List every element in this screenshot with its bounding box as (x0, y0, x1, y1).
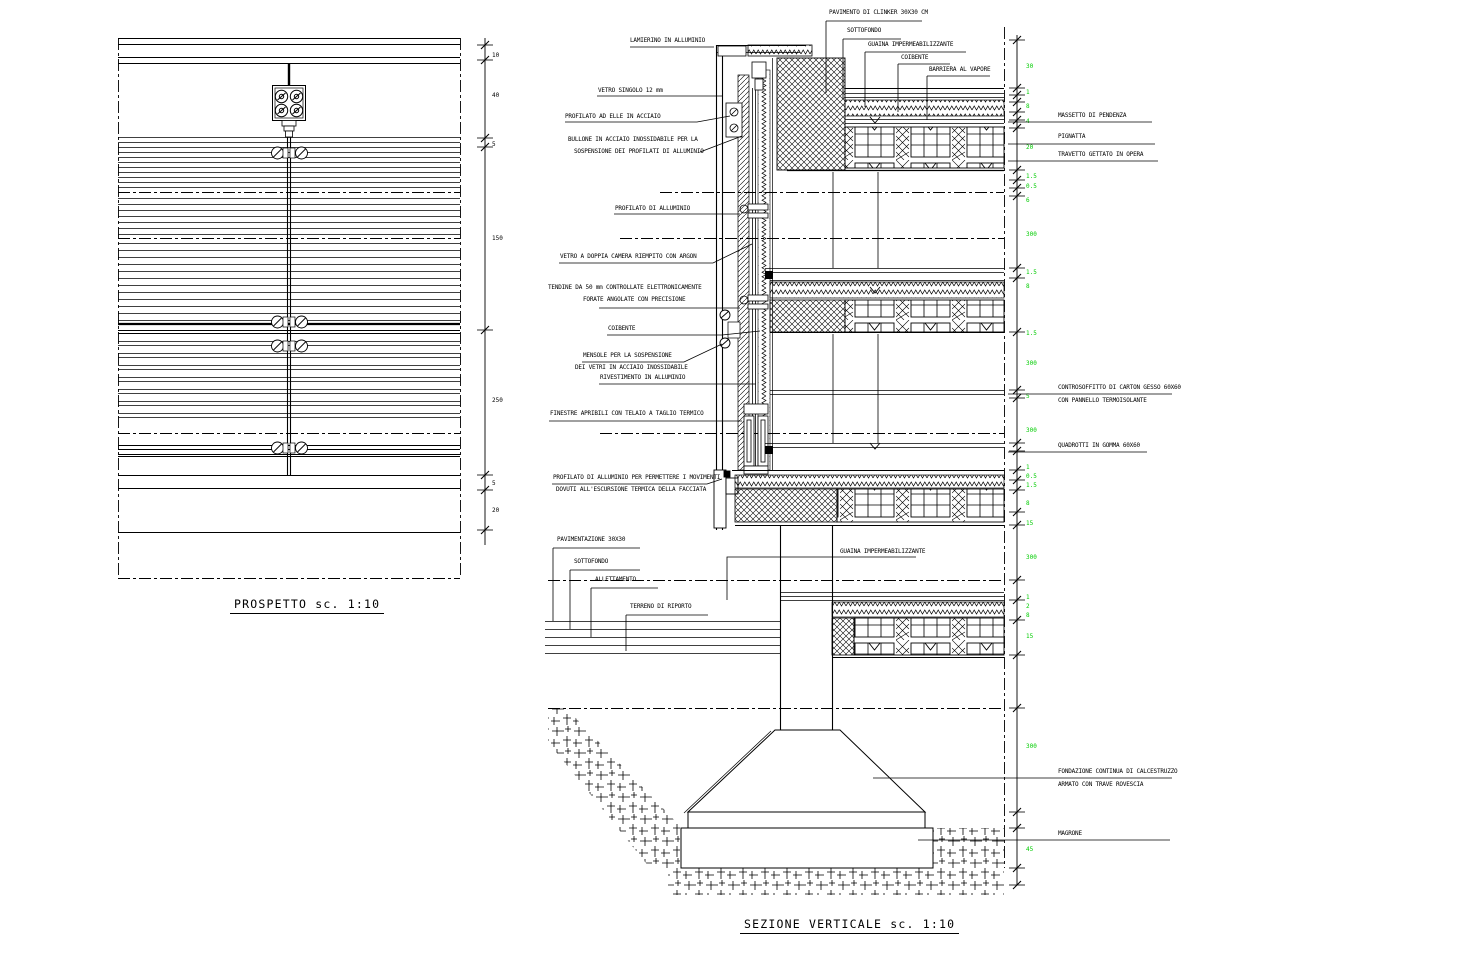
label-allettamento: ALLETTAMENTO (595, 576, 636, 583)
label-profilato-elle: PROFILATO AD ELLE IN ACCIAIO (565, 113, 661, 120)
label-lamierino: LAMIERINO IN ALLUMINIO (630, 37, 706, 44)
section-dimension-line (1009, 35, 1037, 889)
label-controsoffitto-1: CONTROSOFFITTO DI CARTON GESSO 60X60 (1058, 384, 1181, 391)
prospetto-dimension-line (477, 38, 503, 545)
dimension-value: 5 (492, 480, 496, 487)
label-pignatta: PIGNATTA (1058, 133, 1086, 140)
floor2-slab (765, 269, 1004, 395)
dimension-value: 8 (1026, 283, 1030, 290)
label-bullone-2: SOSPENSIONE DEI PROFILATI DI ALLUMINIO (574, 148, 704, 155)
dimension-value: 300 (1026, 360, 1037, 367)
soil-hatch (668, 868, 1004, 895)
dimension-value: 300 (1026, 231, 1037, 238)
joint-marker (765, 446, 773, 454)
dimension-value: 300 (1026, 554, 1037, 561)
dimension-value: 300 (1026, 427, 1037, 434)
aluminium-cap (718, 46, 746, 56)
label-coibente-roof: COIBENTE (901, 54, 929, 61)
dimension-value: 250 (492, 397, 503, 404)
soil-hatch (933, 828, 1004, 868)
dimension-value: 20 (1026, 144, 1034, 151)
label-tendine-2: FORATE ANGOLATE CON PRECISIONE (583, 296, 686, 303)
label-magrone: MAGRONE (1058, 830, 1082, 837)
exterior-ground-layers (545, 622, 780, 654)
soil-hatch (548, 708, 680, 868)
label-profilato-alluminio: PROFILATO DI ALLUMINIO (615, 205, 691, 212)
ground-slab (780, 593, 1004, 658)
label-profilato-movimenti-1: PROFILATO DI ALLUMINIO PER PERMETTERE I MOVIMENTI (553, 474, 721, 481)
dimension-value: 1 (1026, 89, 1030, 96)
sezione-title: SEZIONE VERTICALE sc. 1:10 (740, 917, 959, 934)
suspension-plate (273, 86, 306, 138)
label-fondazione-1: FONDAZIONE CONTINUA DI CALCESTRUZZO (1058, 768, 1178, 775)
label-fondazione-2: ARMATO CON TRAVE ROVESCIA (1058, 781, 1144, 788)
dimension-value: 8 (1026, 612, 1030, 619)
dimension-value: 2 (1026, 603, 1030, 610)
magrone-slab (681, 828, 933, 868)
prospetto-top-lines (118, 39, 460, 64)
label-pavimentazione: PAVIMENTAZIONE 30X30 (557, 536, 626, 543)
dimension-value: 6 (1026, 197, 1030, 204)
parapet-masonry (777, 58, 845, 170)
foundation-base (688, 812, 925, 828)
dimension-value: 40 (492, 92, 500, 99)
dimension-value: 5 (492, 141, 496, 148)
dimension-value: 1 (1026, 464, 1030, 471)
label-quadrotti: QUADROTTI IN GOMMA 60X60 (1058, 442, 1140, 449)
dimension-value: 300 (1026, 743, 1037, 750)
label-profilato-movimenti-2: DOVUTI ALL'ESCURSIONE TERMICA DELLA FACCIATA (556, 486, 707, 493)
label-vetro-doppia: VETRO A DOPPIA CAMERA RIEMPITO CON ARGON (560, 253, 697, 260)
dimension-value: 5 (1026, 393, 1030, 400)
label-bullone-1: BULLONE IN ACCIAIO INOSSIDABILE PER LA (568, 136, 698, 143)
label-pavimento-clinker: PAVIMENTO DI CLINKER 30X30 CM (829, 9, 928, 16)
dimension-value: 20 (492, 507, 500, 514)
dimension-value: 8 (1026, 103, 1030, 110)
dimension-value: 1.5 (1026, 269, 1037, 276)
label-finestre: FINESTRE APRIBILI CON TELAIO A TAGLIO TERMICO (550, 410, 704, 417)
prospetto-title: PROSPETTO sc. 1:10 (230, 597, 384, 614)
label-terreno-riporto: TERRENO DI RIPORTO (630, 603, 692, 610)
dimension-value: 1 (1026, 594, 1030, 601)
prospetto-separators (118, 324, 460, 533)
cap-flashing-hatch (748, 45, 812, 56)
label-travetto: TRAVETTO GETTATO IN OPERA (1058, 151, 1144, 158)
dimension-value: 8 (1026, 500, 1030, 507)
trave-rovescia (688, 730, 925, 812)
label-guaina-roof: GUAINA IMPERMEABILIZZANTE (868, 41, 954, 48)
dimension-value: 1.5 (1026, 173, 1037, 180)
label-controsoffitto-2: CON PANNELLO TERMOISOLANTE (1058, 397, 1147, 404)
dimension-value: 150 (492, 235, 503, 242)
dimension-value: 4 (1026, 118, 1030, 125)
label-sottofondo-roof: SOTTOFONDO (847, 27, 882, 34)
dimension-value: 30 (1026, 63, 1034, 70)
prospetto-louvre-lines (118, 138, 460, 418)
label-coibente-facade: COIBENTE (608, 325, 636, 332)
label-mensole-2: DEI VETRI IN ACCIAIO INOSSIDABILE (575, 364, 688, 371)
dimension-value: 10 (492, 52, 500, 59)
dimension-value: 45 (1026, 846, 1034, 853)
label-rivestimento: RIVESTIMENTO IN ALLUMINIO (600, 374, 686, 381)
label-tendine-1: TENDINE DA 50 mm CONTROLLATE ELETTRONICAMENTE (548, 284, 702, 291)
label-barriera-vapore: BARRIERA AL VAPORE (929, 66, 991, 73)
label-sottofondo-ground: SOTTOFONDO (574, 558, 609, 565)
mullion-bolt-icons (272, 147, 308, 454)
dimension-value: 1.5 (1026, 482, 1037, 489)
prospetto-drawing (118, 38, 503, 579)
label-guaina-mid: GUAINA IMPERMEABILIZZANTE (840, 548, 926, 555)
label-massetto: MASSETTO DI PENDENZA (1058, 112, 1127, 119)
dimension-value: 0.5 (1026, 473, 1037, 480)
dimension-value: 0.5 (1026, 183, 1037, 190)
label-vetro-singolo: VETRO SINGOLO 12 mm (598, 87, 663, 94)
dimension-value: 1.5 (1026, 330, 1037, 337)
dimension-value: 15 (1026, 520, 1034, 527)
dimension-value: 15 (1026, 633, 1034, 640)
label-mensole-1: MENSOLE PER LA SOSPENSIONE (583, 352, 672, 359)
joint-marker (765, 271, 773, 279)
